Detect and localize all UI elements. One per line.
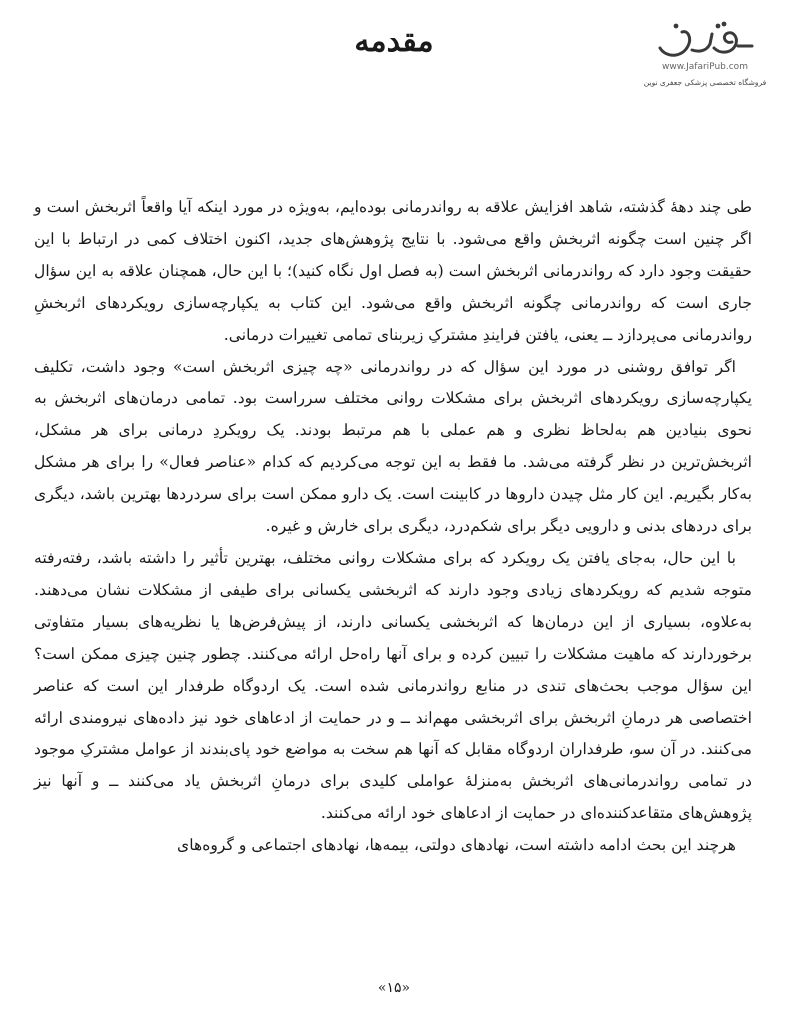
paragraph: طی چند دههٔ گذشته، شاهد افزایش علاقه به رواندرمانی بوده‌ایم، به‌ویژه در مورد اینکه آیا واقعاً اثربخش است و اگر چنین است چگونه اثربخش واقع می‌شود. با نتایج پژوهش‌های جدید، اکنون اختلاف کمی در ارتباط با این حقیقت وجود دارد که رواندرمانی اثربخش است (به فصل اول نگاه کنید)؛ با این حال، همچنان علاقه به این سؤال جاری است که رواندرمانی چگونه اثربخش واقع می‌شود. این کتاب به یکپارچه‌سازی رویکردهای اثربخشِ رواندرمانی می‌پردازد ــ یعنی، یافتن فرایندِ مشترکِ زیربنای تمامی تغییرات درمانی. — [34, 198, 753, 344]
paragraph: با این حال، به‌جای یافتن یک رویکرد که برای مشکلات روانی مختلف، بهترین تأثیر را داشته باشد، رفته‌رفته متوجه شدیم که رویکردهای زیادی وجود دارند که اثربخشی یکسانی برای طیفی از مشکلات نشان می‌دهند. به‌علاوه، بسیاری از این درمان‌ها که اثربخشی یکسانی دارند، از پیش‌فرض‌ها یا نظریه‌های بسیار متفاوتی برخوردارند که ماهیت مشکلات را تبیین کرده و برای آنها راه‌حل ارائه می‌کنند. چطور چنین چیزی ممکن است؟ این سؤال موجب بحث‌های تندی در منابع رواندرمانی شده است. یک اردوگاه طرفدار این است که عناصر اختصاصی هر درمانِ اثربخش برای اثربخشی مهم‌اند ــ و در حمایت از ادعاهای خود نیز داده‌های نیرومندی ارائه می‌کنند. در آن سو، طرفداران اردوگاه مقابل که آنها هم سخت به مواضع خود پای‌بندند از عوامل مشترکِ موجود در تمامی رواندرمانی‌های اثربخش به‌منزلهٔ عواملی کلیدی برای درمانِ اثربخش یاد می‌کنند ــ و آنها نیز پژوهش‌های متقاعدکننده‌ای در حمایت از ادعاهای خود ارائه می‌کنند. — [34, 548, 752, 823]
body-text — [34, 192, 752, 862]
publisher-url: www.JafariPub.com — [662, 62, 748, 72]
paragraph: هرچند این بحث ادامه داشته است، نهادهای دولتی، بیمه‌ها، نهادهای اجتماعی و گروه‌های — [177, 836, 736, 855]
page-title: مقدمه — [354, 24, 434, 59]
page-header — [0, 0, 788, 110]
publisher-logo-icon — [652, 18, 758, 60]
page-number: «۱۵» — [377, 980, 411, 996]
paragraph: اگر توافق روشنی در مورد این سؤال که در رواندرمانی «چه چیزی اثربخش است» وجود داشت، تکلیف یکپارچه‌سازی رویکردهای اثربخش برای مشکلات روانی مختلف سرراست بود. تمامی درمان‌های اثربخش به نحوی بنیادین هم به‌لحاظ نظری و هم عملی با هم مرتبط بودند. یک رویکردِ درمانی برای هر مشکل، اثربخش‌ترین در نظر گرفته می‌شد. ما فقط به این توجه می‌کردیم که کدام «عناصر فعال» را برای هر مشکل به‌کار بگیریم. این کار مثل چیدن داروها در کابینت است. یک دارو ممکن است برای سردردها بهترین باشد، دیگری برای دردهای بدنی و دارویی دیگر برای شکم‌درد، دیگری برای خارش و غیره. — [34, 357, 752, 536]
publisher-subtitle: فروشگاه تخصصی پزشکی جعفری نوین — [643, 78, 767, 87]
publisher-logo — [630, 18, 780, 98]
